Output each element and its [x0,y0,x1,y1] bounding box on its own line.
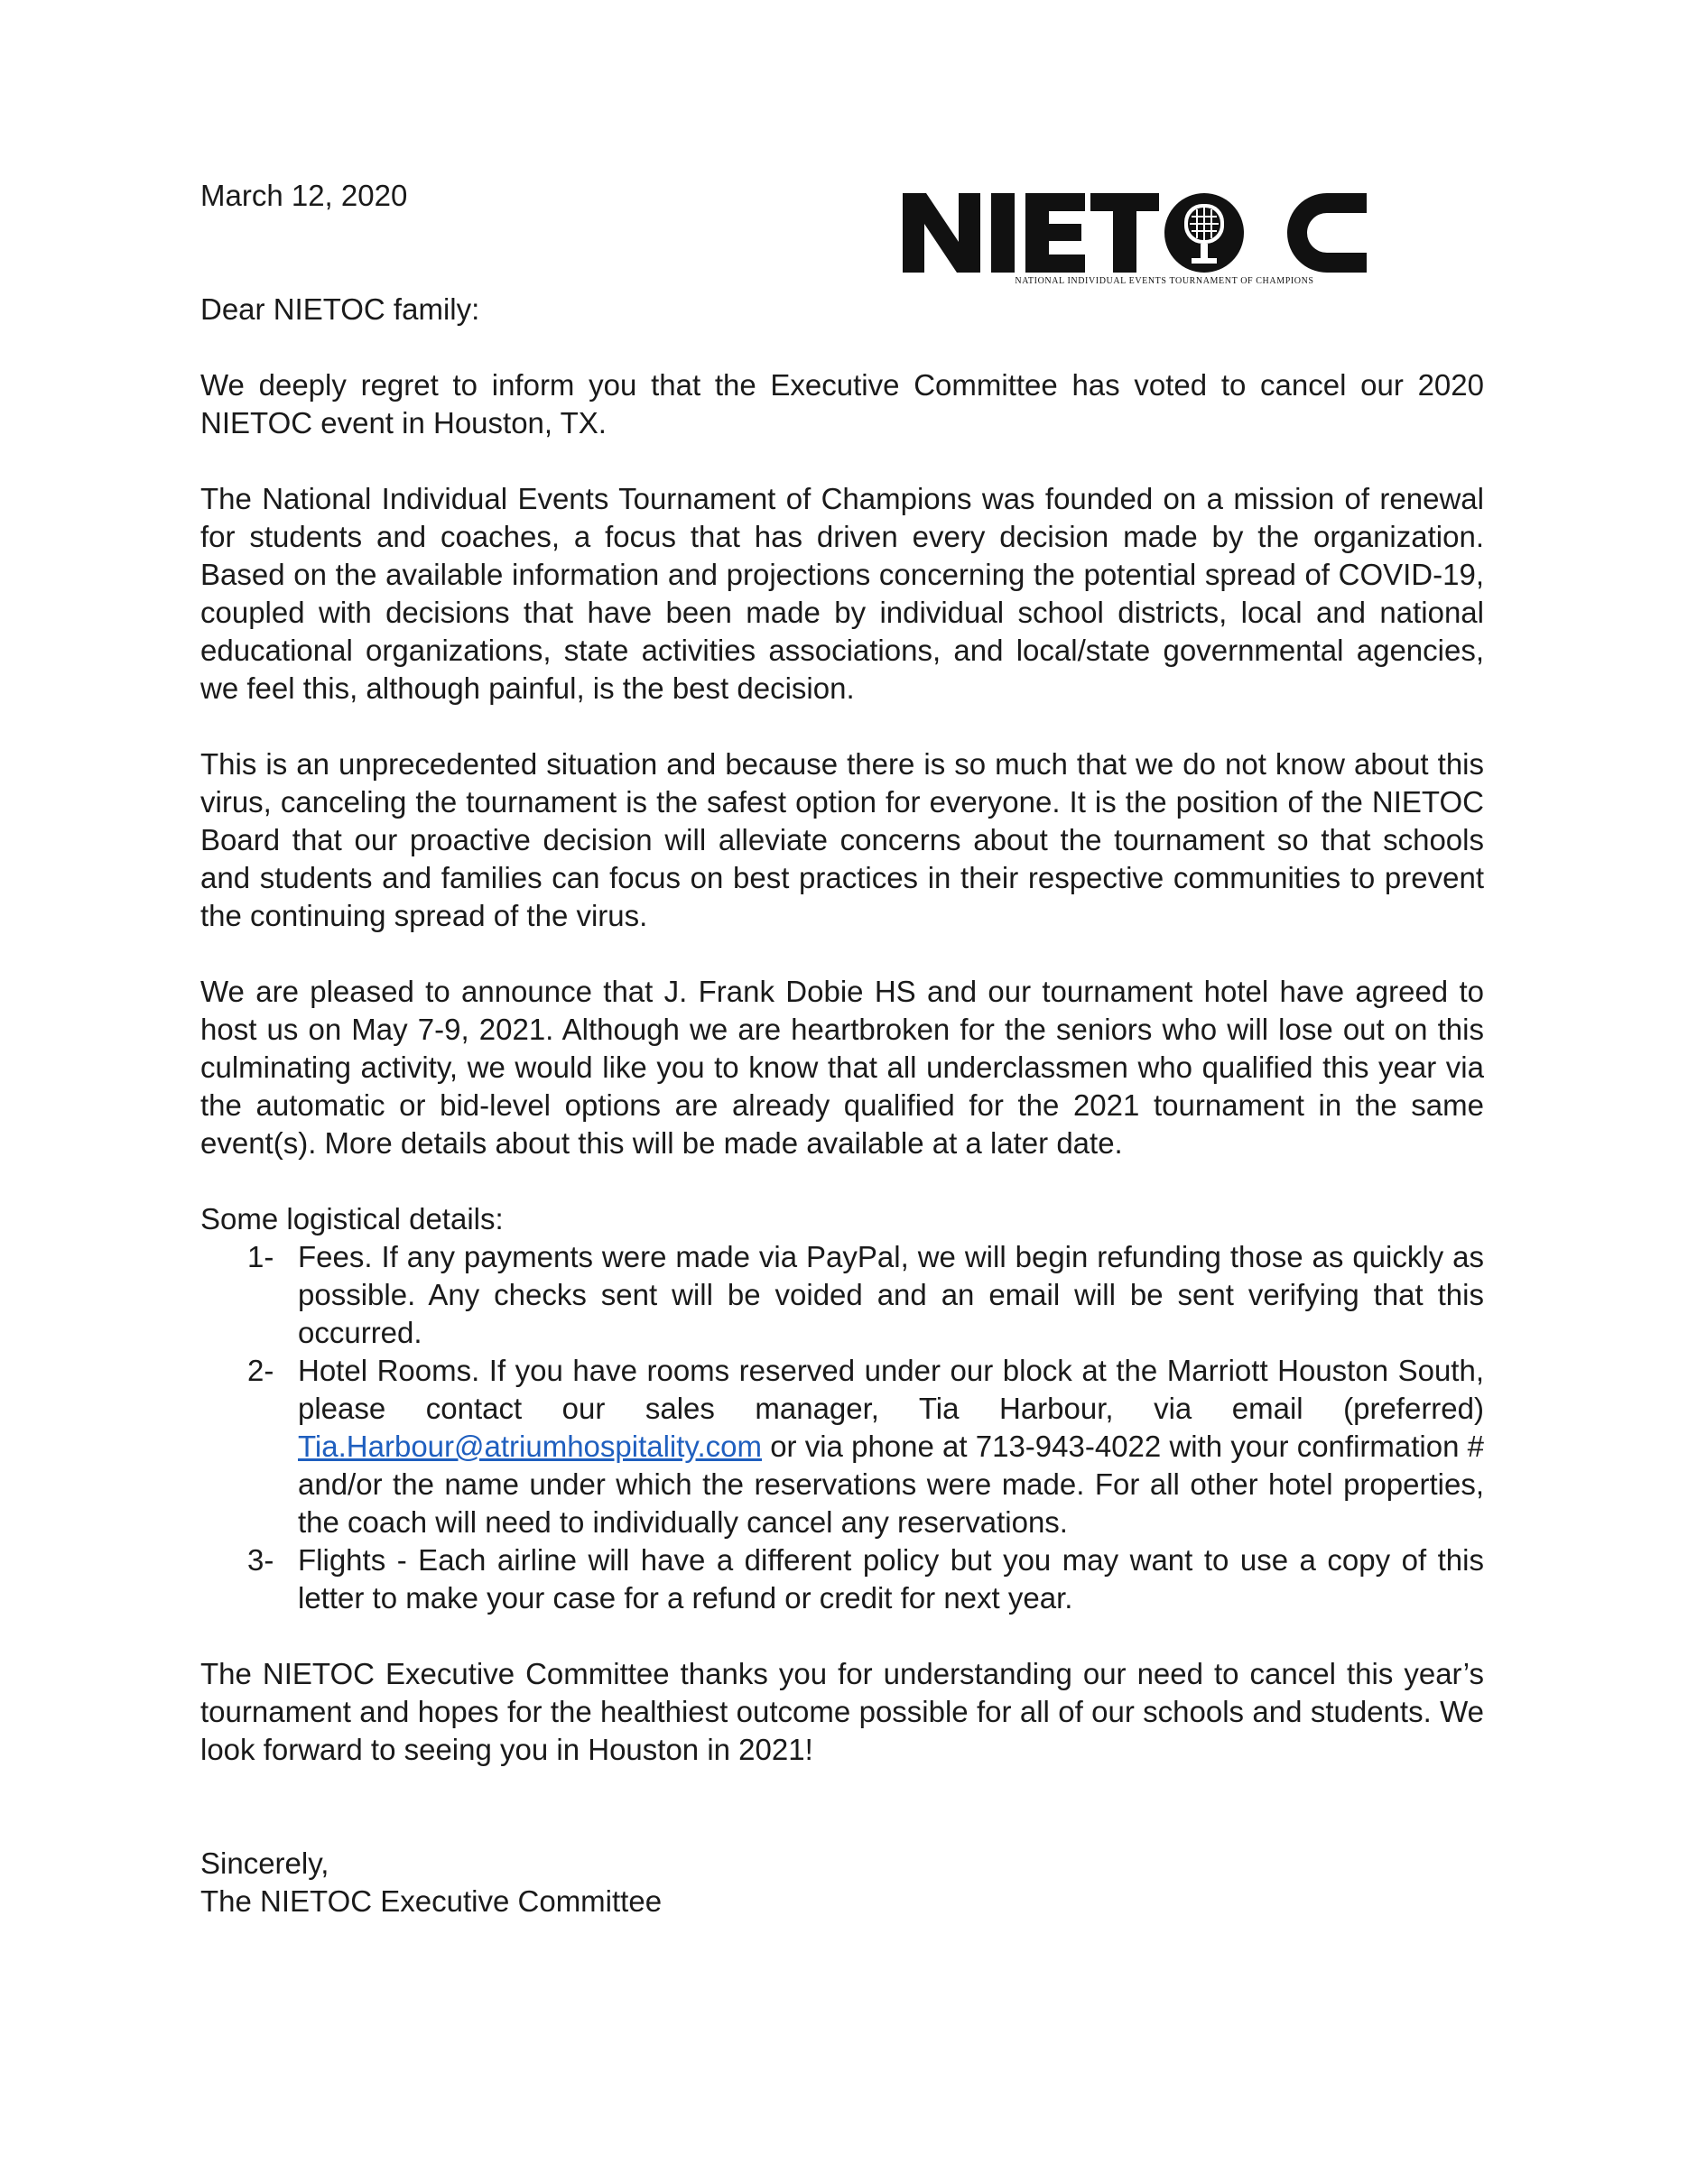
paragraph-situation: This is an unprecedented situation and because there is so much that we do not know about this virus, canceling the tournament is the safest option for everyone. It is the position of the NIETOC Board that our proactive decision will alleviate concerns about the tournament so that schools and students and families can focus on best practices in their respective communities to prevent the continuing spread of the virus. [200,747,1484,932]
list-number: 3- [247,1543,274,1577]
logo-tagline: NATIONAL INDIVIDUAL EVENTS TOURNAMENT OF CHAMPIONS [1015,276,1314,286]
nietoc-logo-graphic [903,180,1426,289]
list-number: 2- [247,1354,274,1387]
letter-date: March 12, 2020 [200,179,408,212]
list-item-text: Flights - Each airline will have a different policy but you may want to use a copy of this letter to make your case for a refund or credit for next year. [298,1543,1484,1615]
nietoc-logo [903,180,1426,289]
microphone-icon [1164,193,1244,273]
list-item-text-after: or via phone at 713-943-4022 with your confirmation # and/or the name under which the reservations were made. For all other hotel properties, the coach will need to individually cancel any reservations. [298,1430,1484,1539]
list-number: 1- [247,1240,274,1273]
list-item-fees [200,1238,1484,1352]
paragraph-thanks: The NIETOC Executive Committee thanks you for understanding our need to cancel this year’s tournament and hopes for the healthiest outcome possible for all of our schools and students. We look forward to seeing you in Houston in 2021! [200,1657,1484,1766]
paragraph-mission: The National Individual Events Tournament of Champions was founded on a mission of renewal for students and coaches, a focus that has driven every decision made by the organization. Based on the available information and projections concerning the potential spread of COVID-19, coupled with decisions that have been made by individual school districts, local and national educational organizations, state activities associations, and local/state governmental agencies, we feel this, although painful, is the best decision. [200,482,1484,705]
list-item-flights [200,1541,1484,1617]
details-heading: Some logistical details: [200,1202,504,1235]
details-list [200,1238,1484,1617]
paragraph-cancellation: We deeply regret to inform you that the Executive Committee has voted to cancel our 2020 NIETOC event in Houston, TX. [200,368,1484,440]
signature: The NIETOC Executive Committee [200,1884,663,1918]
list-item-hotel [200,1352,1484,1541]
list-item-text: Fees. If any payments were made via PayPal, we will begin refunding those as quickly as possible. Any checks sent will be voided and an email will be sent verifying that this occurred. [298,1240,1484,1349]
email-link[interactable]: Tia.Harbour@atriumhospitality.com [298,1430,762,1463]
list-item-text-before: Hotel Rooms. If you have rooms reserved under our block at the Marriott Houston South, please contact our sales manager, Tia Harbour, via email (preferred) [298,1354,1484,1425]
salutation: Dear NIETOC family: [200,292,480,326]
closing: Sincerely, [200,1846,329,1880]
letter-body [200,291,1484,1920]
paragraph-2021-host: We are pleased to announce that J. Frank Dobie HS and our tournament hotel have agreed to host us on May 7-9, 2021. Although we are heartbroken for the seniors who will lose out on this culminating activity, we would like you to know that all underclassmen who qualified this year via the automatic or bid-level options are already qualified for the 2021 tournament in the same event(s). More details about this will be made available at a later date. [200,975,1484,1160]
